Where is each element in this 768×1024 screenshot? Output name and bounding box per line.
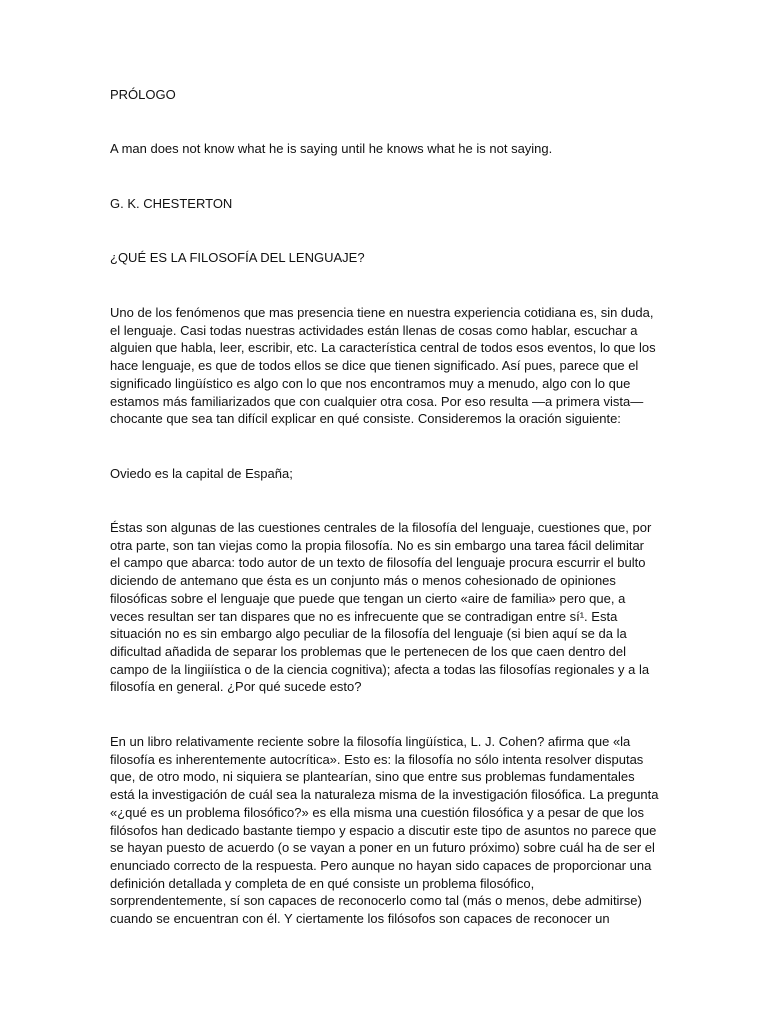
paragraph-line: significado lingüístico es algo con lo que nos encontramos muy a menudo, algo con lo que bbox=[110, 375, 631, 391]
paragraph-line: filosóficas sobre el lenguaje que puede que tengan un cierto «aire de familia» pero que, a bbox=[110, 590, 626, 606]
paragraph-line: diciendo de antemano que ésta es un conjunto más o menos cohesionado de opiniones bbox=[110, 573, 616, 589]
paragraph-line: enunciado correcto de la respuesta. Pero aunque no hayan sido capaces de proporcionar una bbox=[110, 857, 652, 873]
section-title: ¿QUÉ ES LA FILOSOFÍA DEL LENGUAJE? bbox=[110, 250, 365, 265]
paragraph-line: el lenguaje. Casi todas nuestras actividades están llenas de cosas como hablar, escuchar a bbox=[110, 322, 638, 338]
paragraph-line: alguien que habla, leer, escribir, etc. La característica central de todos esos eventos, lo que los bbox=[110, 340, 656, 356]
paragraph-line: Éstas son algunas de las cuestiones centrales de la filosofía del lenguaje, cuestiones que, por bbox=[110, 520, 652, 535]
paragraph-line: filósofos han dedicado bastante tiempo y espacio a discutir este tipo de asuntos no parece que bbox=[110, 822, 657, 838]
example-sentence: Oviedo es la capital de España; bbox=[110, 466, 293, 481]
paragraph-line: situación no es sin embargo algo peculiar de la filosofía del lenguaje (si bien aquí se da la bbox=[110, 626, 627, 642]
heading: PRÓLOGO bbox=[110, 87, 176, 102]
paragraph-line: definición detallada y completa de en qué consiste un problema filosófico, bbox=[110, 875, 535, 891]
paragraph-line: dificultad añadida de separar los problemas que le pertenecen de los que caen dentro del bbox=[110, 643, 627, 659]
paragraph-line: que, de otro modo, ni siquiera se plantearían, sino que entre sus problemas fundamentales bbox=[110, 769, 635, 785]
paragraph-line: filosofía es inherentemente autocrítica». Esto es: la filosofía no sólo intenta resolver disputas bbox=[110, 751, 644, 767]
paragraph-line: otra parte, son tan viejas como la propia filosofía. No es sin embargo una tarea fácil delimitar bbox=[110, 537, 644, 553]
paragraph-2 bbox=[110, 519, 660, 696]
paragraph-line: se hayan puesto de acuerdo (o se vayan a poner en un futuro próximo) sobre cuál ha de ser el bbox=[110, 840, 655, 856]
paragraph-line: chocante que sea tan difícil explicar en qué consiste. Consideremos la oración siguiente: bbox=[110, 411, 621, 427]
paragraph-line: estamos más familiarizados que con cualquier otra cosa. Por eso resulta —a primera vista— bbox=[110, 393, 644, 409]
paragraph-line: está la investigación de cuál sea la naturaleza misma de la investigación filosófica. La pregunta bbox=[110, 787, 659, 803]
paragraph-line: hace lenguaje, es que de todos ellos se dice que tienen significado. Así pues, parece que el bbox=[110, 358, 639, 374]
paragraph-line: el campo que abarca: todo autor de un texto de filosofía del lenguaje procura escurrir el bulto bbox=[110, 555, 646, 571]
paragraph-line: Uno de los fenómenos que mas presencia tiene en nuestra experiencia cotidiana es, sin duda, bbox=[110, 305, 654, 320]
paragraph-1 bbox=[110, 304, 660, 428]
paragraph-3 bbox=[110, 733, 660, 928]
paragraph-line: campo de la lingiiística o de la ciencia cognitiva); afecta a todas las filosofías regionales y a la bbox=[110, 661, 650, 677]
paragraph-line: veces resultan ser tan dispares que no es infrecuente que se contradigan entre sí¹. Esta bbox=[110, 608, 618, 624]
paragraph-line: filosofía en general. ¿Por qué sucede esto? bbox=[110, 679, 362, 695]
paragraph-line: sorprendentemente, sí son capaces de reconocerlo como tal (más o menos, debe admitirse) bbox=[110, 893, 642, 909]
epigraph-author: G. K. CHESTERTON bbox=[110, 196, 233, 211]
paragraph-line: En un libro relativamente reciente sobre la filosofía lingüística, L. J. Cohen? afirma que «la bbox=[110, 734, 631, 749]
epigraph: A man does not know what he is saying until he knows what he is not saying. bbox=[110, 141, 553, 156]
paragraph-line: cuando se encuentran con él. Y ciertamente los filósofos son capaces de reconocer un bbox=[110, 911, 610, 927]
paragraph-line: «¿qué es un problema filosófico?» es ella misma una cuestión filosófica y a pesar de que los bbox=[110, 804, 645, 820]
